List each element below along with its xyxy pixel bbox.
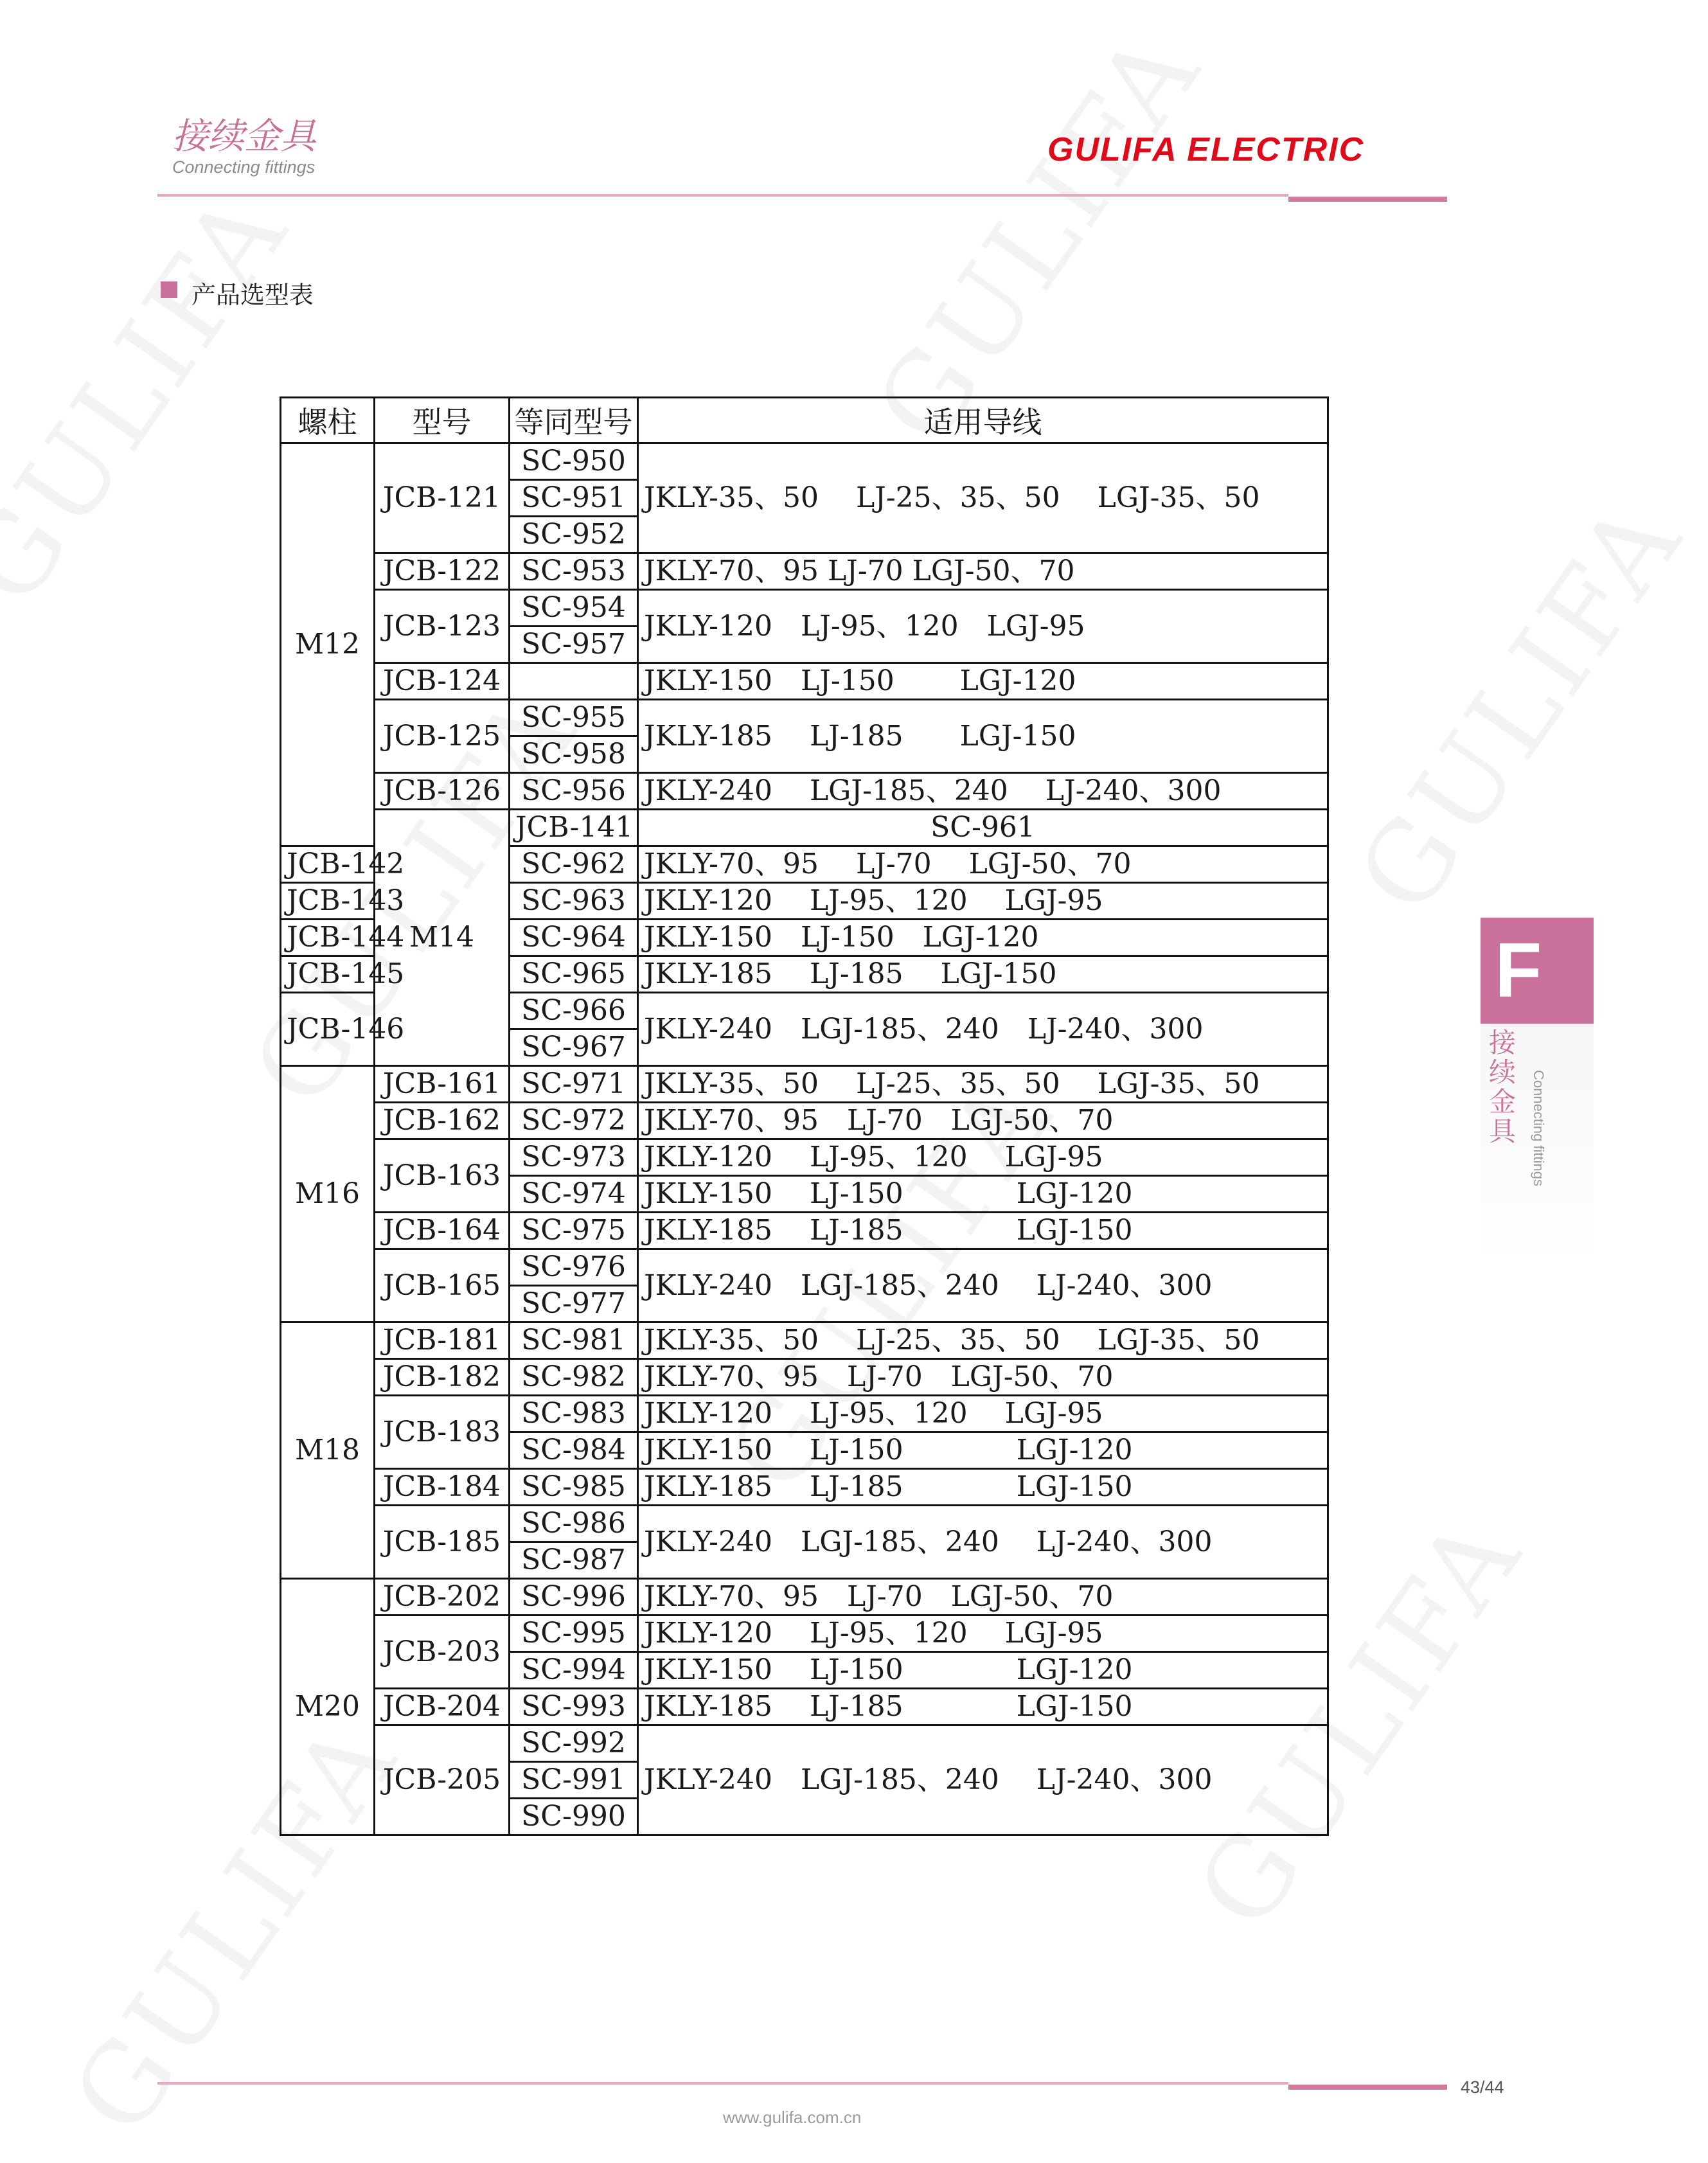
bolt-size-cell: M14 (375, 810, 510, 1066)
equivalent-model-cell: SC-972 (510, 1103, 638, 1139)
table-row (281, 1359, 1328, 1396)
bolt-size-cell: M18 (281, 1322, 375, 1579)
equivalent-model-cell (510, 663, 638, 700)
equivalent-model-cell: SC-954 (510, 590, 638, 627)
table-row (281, 1689, 1328, 1725)
conductor-cell: JKLY-150 LJ-150 LGJ-120 (638, 663, 1328, 700)
model-cell: JCB-161 (375, 1066, 510, 1103)
equivalent-model-cell: SC-974 (510, 1176, 638, 1213)
header-divider-accent (1288, 197, 1447, 202)
conductor-cell: JKLY-185 LJ-185 LGJ-150 (638, 1689, 1328, 1725)
table-row (281, 1139, 1328, 1176)
equivalent-model-cell: SC-991 (510, 1762, 638, 1799)
equivalent-model-cell: SC-963 (510, 883, 638, 920)
model-cell: JCB-142 (281, 846, 375, 883)
chapter-tab-title: 接续金具 (1485, 1028, 1517, 1146)
equivalent-model-cell: SC-987 (510, 1542, 638, 1579)
header-divider (157, 194, 1288, 197)
conductor-cell: JKLY-70、95 LJ-70 LGJ-50、70 (638, 1579, 1328, 1616)
model-cell: JCB-204 (375, 1689, 510, 1725)
model-cell: JCB-205 (375, 1725, 510, 1835)
chapter-tab-subtitle: Connecting fittings (1531, 1070, 1547, 1186)
model-cell: JCB-165 (375, 1249, 510, 1322)
conductor-cell: JKLY-35、50 LJ-25、35、50 LGJ-35、50 (638, 443, 1328, 553)
equivalent-model-cell: SC-958 (510, 736, 638, 773)
conductor-cell: JKLY-70、95 LJ-70 LGJ-50、70 (638, 1103, 1328, 1139)
table-row (281, 1322, 1328, 1359)
conductor-cell: JKLY-240 LGJ-185、240 LJ-240、300 (638, 1249, 1328, 1322)
equivalent-model-cell: SC-975 (510, 1213, 638, 1249)
equivalent-model-cell: SC-996 (510, 1579, 638, 1616)
model-cell: JCB-162 (375, 1103, 510, 1139)
conductor-cell: JKLY-240 LGJ-185、240 LJ-240、300 (638, 1725, 1328, 1835)
equivalent-model-cell: SC-995 (510, 1616, 638, 1652)
conductor-cell: JKLY-120 LJ-95、120 LGJ-95 (638, 883, 1328, 920)
table-row (281, 553, 1328, 590)
equivalent-model-cell: SC-965 (510, 956, 638, 993)
table-row (281, 1213, 1328, 1249)
equivalent-model-cell: SC-967 (510, 1029, 638, 1066)
model-cell: JCB-145 (281, 956, 375, 993)
column-header: 等同型号 (510, 398, 638, 443)
bolt-size-cell: M16 (281, 1066, 375, 1322)
equivalent-model-cell: SC-977 (510, 1286, 638, 1322)
model-cell: JCB-202 (375, 1579, 510, 1616)
model-cell: JCB-144 (281, 920, 375, 956)
chapter-tab[interactable]: F (1481, 918, 1594, 1024)
section-title: 产品选型表 (191, 281, 314, 309)
table-row (281, 1103, 1328, 1139)
conductor-cell: JKLY-185 LJ-185 LGJ-150 (638, 956, 1328, 993)
bolt-size-cell: M12 (281, 443, 375, 846)
footer-divider (157, 2082, 1288, 2085)
model-cell: JCB-125 (375, 700, 510, 773)
conductor-cell: JKLY-70、95 LJ-70 LGJ-50、70 (638, 553, 1328, 590)
conductor-cell: JKLY-185 LJ-185 LGJ-150 (638, 1213, 1328, 1249)
footer-divider-accent (1288, 2085, 1447, 2090)
table-row (281, 1066, 1328, 1103)
column-header: 型号 (375, 398, 510, 443)
column-header: 螺柱 (281, 398, 375, 443)
column-header: 适用导线 (638, 398, 1328, 443)
table-row (281, 1616, 1328, 1652)
table-row (281, 1725, 1328, 1762)
table-row (281, 1396, 1328, 1432)
model-cell: JCB-182 (375, 1359, 510, 1396)
equivalent-model-cell: SC-993 (510, 1689, 638, 1725)
model-cell: JCB-126 (375, 773, 510, 810)
table-row (281, 700, 1328, 736)
table-header-row (281, 398, 1328, 443)
selection-table (280, 396, 1329, 1836)
equivalent-model-cell: SC-981 (510, 1322, 638, 1359)
table-row (281, 1469, 1328, 1506)
conductor-cell: JKLY-185 LJ-185 LGJ-150 (638, 700, 1328, 773)
section-marker (161, 281, 177, 298)
equivalent-model-cell: SC-957 (510, 627, 638, 663)
model-cell: JCB-122 (375, 553, 510, 590)
equivalent-model-cell: SC-976 (510, 1249, 638, 1286)
equivalent-model-cell: SC-990 (510, 1799, 638, 1835)
model-cell: JCB-146 (281, 993, 375, 1066)
model-cell: JCB-185 (375, 1506, 510, 1579)
equivalent-model-cell: SC-950 (510, 443, 638, 480)
equivalent-model-cell: SC-994 (510, 1652, 638, 1689)
conductor-cell: JKLY-70、95 LJ-70 LGJ-50、70 (638, 846, 1328, 883)
equivalent-model-cell: SC-992 (510, 1725, 638, 1762)
bolt-size-cell: M20 (281, 1579, 375, 1835)
equivalent-model-cell: SC-956 (510, 773, 638, 810)
brand-logo: GULIFA ELECTRIC (1047, 131, 1365, 168)
model-cell: JCB-141 (510, 810, 638, 846)
model-cell: JCB-181 (375, 1322, 510, 1359)
watermark (0, 168, 314, 627)
model-cell: JCB-184 (375, 1469, 510, 1506)
model-cell: JCB-164 (375, 1213, 510, 1249)
header-subtitle: Connecting fittings (172, 157, 316, 177)
model-cell: JCB-123 (375, 590, 510, 663)
conductor-cell: JKLY-150 LJ-150 LGJ-120 (638, 1432, 1328, 1469)
conductor-cell: JKLY-150 LJ-150 LGJ-120 (638, 1176, 1328, 1213)
table-row (281, 443, 1328, 480)
model-cell: JCB-203 (375, 1616, 510, 1689)
equivalent-model-cell: SC-971 (510, 1066, 638, 1103)
equivalent-model-cell: SC-982 (510, 1359, 638, 1396)
table-row (281, 1506, 1328, 1542)
conductor-cell: JKLY-185 LJ-185 LGJ-150 (638, 1469, 1328, 1506)
equivalent-model-cell: SC-983 (510, 1396, 638, 1432)
model-cell: JCB-183 (375, 1396, 510, 1469)
header-title: 接续金具 (172, 116, 316, 157)
conductor-cell: JKLY-120 LJ-95、120 LGJ-95 (638, 1616, 1328, 1652)
model-cell: JCB-143 (281, 883, 375, 920)
conductor-cell: JKLY-240 LGJ-185、240 LJ-240、300 (638, 773, 1328, 810)
table-row (281, 1249, 1328, 1286)
conductor-cell: JKLY-120 LJ-95、120 LGJ-95 (638, 1139, 1328, 1176)
conductor-cell: JKLY-35、50 LJ-25、35、50 LGJ-35、50 (638, 1066, 1328, 1103)
table-row (281, 810, 1328, 846)
conductor-cell: JKLY-150 LJ-150 LGJ-120 (638, 1652, 1328, 1689)
equivalent-model-cell: SC-986 (510, 1506, 638, 1542)
conductor-cell: JKLY-35、50 LJ-25、35、50 LGJ-35、50 (638, 1322, 1328, 1359)
equivalent-model-cell: SC-955 (510, 700, 638, 736)
equivalent-model-cell: SC-964 (510, 920, 638, 956)
conductor-cell: JKLY-240 LGJ-185、240 LJ-240、300 (638, 993, 1328, 1066)
conductor-cell: JKLY-120 LJ-95、120 LGJ-95 (638, 590, 1328, 663)
conductor-cell: JKLY-150 LJ-150 LGJ-120 (638, 920, 1328, 956)
equivalent-model-cell: SC-953 (510, 553, 638, 590)
footer-url: www.gulifa.com.cn (723, 2108, 862, 2127)
equivalent-model-cell: SC-973 (510, 1139, 638, 1176)
equivalent-model-cell: SC-984 (510, 1432, 638, 1469)
conductor-cell: JKLY-70、95 LJ-70 LGJ-50、70 (638, 1359, 1328, 1396)
watermark (1333, 477, 1708, 936)
equivalent-model-cell: SC-951 (510, 480, 638, 517)
model-cell: JCB-121 (375, 443, 510, 553)
equivalent-model-cell: SC-961 (638, 810, 1328, 846)
table-row (281, 773, 1328, 810)
table-row (281, 663, 1328, 700)
conductor-cell: JKLY-120 LJ-95、120 LGJ-95 (638, 1396, 1328, 1432)
table-row (281, 1579, 1328, 1616)
conductor-cell: JKLY-240 LGJ-185、240 LJ-240、300 (638, 1506, 1328, 1579)
model-cell: JCB-163 (375, 1139, 510, 1213)
equivalent-model-cell: SC-952 (510, 517, 638, 553)
page-number: 43/44 (1461, 2078, 1504, 2097)
equivalent-model-cell: SC-962 (510, 846, 638, 883)
equivalent-model-cell: SC-966 (510, 993, 638, 1029)
model-cell: JCB-124 (375, 663, 510, 700)
equivalent-model-cell: SC-985 (510, 1469, 638, 1506)
table-row (281, 590, 1328, 627)
